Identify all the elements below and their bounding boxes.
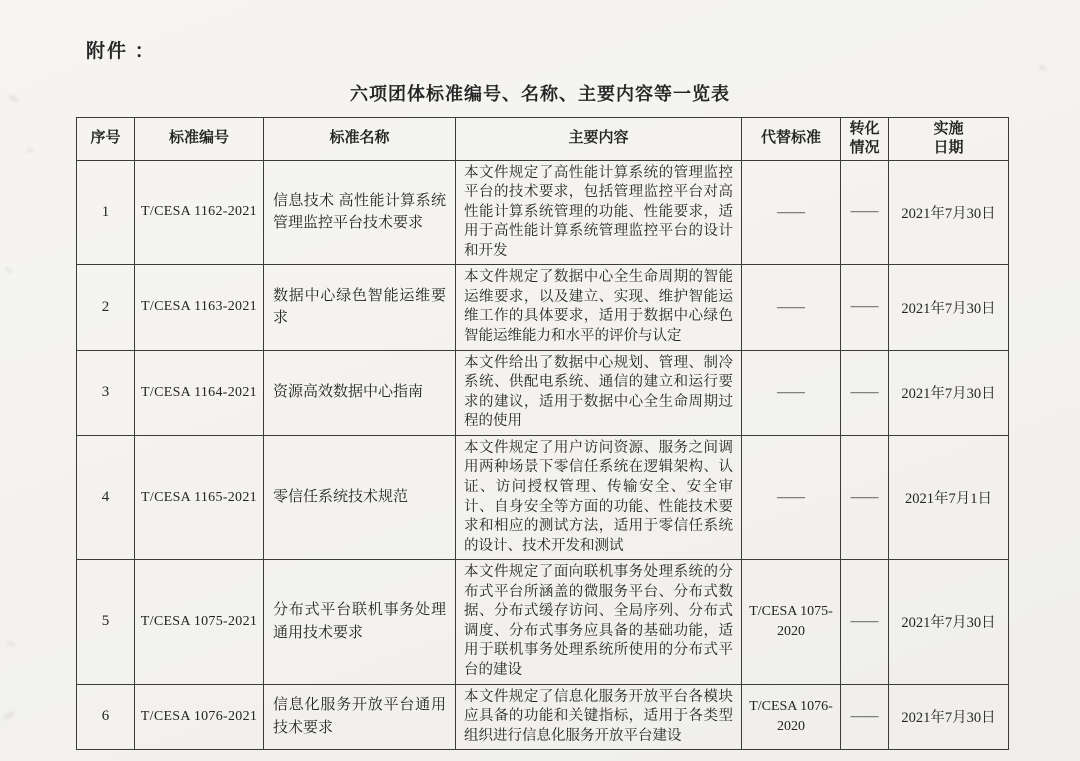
header-date-line1: 实施 <box>933 121 964 137</box>
cell-standard-name: 信息技术 高性能计算系统管理监控平台技术要求 <box>264 160 456 265</box>
cell-replaced-standard: —— <box>742 265 841 350</box>
header-conversion <box>841 118 889 161</box>
header-code: 标准编号 <box>135 118 264 161</box>
cell-conversion-status: —— <box>841 435 889 559</box>
header-replaces: 代替标准 <box>742 118 841 161</box>
cell-standard-code: T/CESA 1164-2021 <box>135 350 264 435</box>
cell-standard-code: T/CESA 1076-2021 <box>135 684 264 750</box>
cell-conversion-status: —— <box>841 560 889 684</box>
cell-main-content: 本文件规定了高性能计算系统的管理监控平台的技术要求，包括管理监控平台对高性能计算系统管理的功能、性能要求，适用于高性能计算系统管理监控平台的设计和开发 <box>456 160 742 265</box>
table-row <box>77 560 1009 684</box>
cell-replaced-standard: —— <box>742 160 841 265</box>
cell-row-number: 3 <box>77 350 135 435</box>
scan-artifact <box>6 640 17 648</box>
cell-standard-name: 资源高效数据中心指南 <box>264 350 456 435</box>
header-date-line2: 日期 <box>933 139 964 156</box>
cell-main-content: 本文件规定了信息化服务开放平台各模块应具备的功能和关键指标，适用于各类型组织进行信息化服务开放平台建设 <box>456 684 742 750</box>
header-date <box>889 118 1009 161</box>
scan-artifact <box>26 147 35 153</box>
table-header-row <box>77 118 1009 161</box>
cell-standard-name: 数据中心绿色智能运维要求 <box>264 265 456 350</box>
cell-conversion-status: —— <box>841 265 889 350</box>
cell-implementation-date: 2021年7月30日 <box>889 160 1009 265</box>
header-no: 序号 <box>77 118 135 161</box>
table-row <box>77 684 1009 750</box>
cell-standard-code: T/CESA 1165-2021 <box>135 435 264 559</box>
cell-row-number: 5 <box>77 560 135 684</box>
cell-replaced-standard: T/CESA 1075-2020 <box>742 560 841 684</box>
cell-implementation-date: 2021年7月30日 <box>889 684 1009 750</box>
header-conversion-line1: 转化 <box>849 121 880 137</box>
scan-artifact <box>3 710 16 721</box>
cell-conversion-status: —— <box>841 684 889 750</box>
cell-replaced-standard: —— <box>742 435 841 559</box>
cell-standard-name: 分布式平台联机事务处理通用技术要求 <box>264 560 456 684</box>
attachment-label: 附件 ： <box>86 41 156 62</box>
table-row <box>77 350 1009 435</box>
scan-artifact <box>1038 64 1048 72</box>
cell-row-number: 2 <box>77 265 135 350</box>
table-row <box>77 265 1009 350</box>
cell-conversion-status: —— <box>841 350 889 435</box>
cell-row-number: 1 <box>77 160 135 265</box>
cell-implementation-date: 2021年7月1日 <box>889 435 1009 559</box>
header-conversion-line2: 情况 <box>849 139 880 156</box>
cell-implementation-date: 2021年7月30日 <box>889 560 1009 684</box>
cell-main-content: 本文件规定了数据中心全生命周期的智能运维要求，以及建立、实现、维护智能运维工作的具体要求，适用于数据中心绿色智能运维能力和水平的评价与认定 <box>456 265 742 350</box>
cell-standard-name: 零信任系统技术规范 <box>264 435 456 559</box>
cell-implementation-date: 2021年7月30日 <box>889 265 1009 350</box>
header-name: 标准名称 <box>264 118 456 161</box>
cell-standard-code: T/CESA 1163-2021 <box>135 265 264 350</box>
document-title: 六项团体标准编号、名称、主要内容等一览表 <box>350 84 730 104</box>
cell-standard-code: T/CESA 1162-2021 <box>135 160 264 265</box>
cell-conversion-status: —— <box>841 160 889 265</box>
scan-artifact <box>4 266 13 275</box>
cell-replaced-standard: T/CESA 1076-2020 <box>742 684 841 750</box>
header-content: 主要内容 <box>456 118 742 161</box>
cell-row-number: 6 <box>77 684 135 750</box>
cell-standard-name: 信息化服务开放平台通用技术要求 <box>264 684 456 750</box>
cell-implementation-date: 2021年7月30日 <box>889 350 1009 435</box>
cell-standard-code: T/CESA 1075-2021 <box>135 560 264 684</box>
standards-table <box>76 117 1009 750</box>
table-row <box>77 160 1009 265</box>
cell-main-content: 本文件给出了数据中心规划、管理、制冷系统、供配电系统、通信的建立和运行要求的建议，适用于数据中心全生命周期过程的使用 <box>456 350 742 435</box>
cell-row-number: 4 <box>77 435 135 559</box>
table-row <box>77 435 1009 559</box>
cell-main-content: 本文件规定了面向联机事务处理系统的分布式平台所涵盖的微服务平台、分布式数据、分布式缓存访问、全局序列、分布式调度、分布式事务应具备的基础功能，适用于联机事务处理系统所使用的分布式平台的建设 <box>456 560 742 684</box>
cell-main-content: 本文件规定了用户访问资源、服务之间调用两种场景下零信任系统在逻辑架构、认证、访问授权管理、传输安全、安全审计、自身安全等方面的功能、性能技术要求和相应的测试方法，适用于零信任系统的设计、技术开发和测试 <box>456 435 742 559</box>
cell-replaced-standard: —— <box>742 350 841 435</box>
